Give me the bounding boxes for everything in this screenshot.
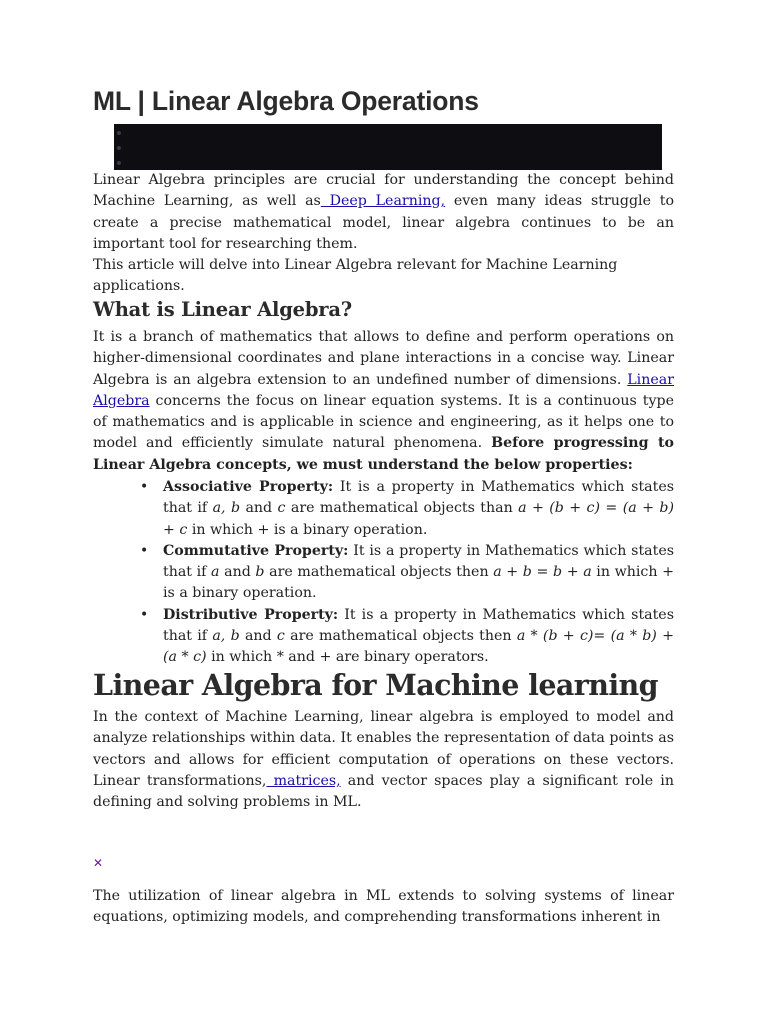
property-name: Associative Property: [163, 479, 334, 495]
embedded-media-bar [114, 124, 662, 170]
section2-continued [93, 886, 674, 929]
properties-list [93, 477, 674, 669]
section-heading-what-is: What is Linear Algebra? [93, 298, 353, 321]
property-var: a, b [212, 500, 241, 517]
page-title: ML | Linear Algebra Operations [93, 86, 479, 116]
property-text: are mathematical objects then [284, 628, 517, 645]
bar-dot [117, 161, 121, 165]
section2-paragraph [93, 707, 674, 813]
list-item-commutative [93, 541, 674, 605]
property-text: It is a property in Mathematics which states that if [163, 479, 674, 517]
section1-text: concerns the focus on linear equation systems. It is a continuous type of mathematics and is applicable in science and engineering, as it helps one to model and efficiently simulate natural phenomena. [93, 392, 674, 452]
property-var: c [277, 500, 286, 517]
property-text: It is a property in Mathematics which states that if [163, 542, 674, 581]
broken-image-icon: ✕ [93, 856, 104, 870]
property-text: is a binary operation. [163, 585, 317, 602]
bullet-icon: • [140, 542, 149, 559]
linear-algebra-link[interactable]: Linear Algebra [93, 371, 674, 409]
intro-text: even many ideas struggle to create a precise mathematical model, linear algebra continues to be an important tool for researching them. [93, 193, 675, 252]
section1-text: It is a branch of mathematics that allows to define and perform operations on higher-dimensional coordinates and plane interactions in a concise way. Linear Algebra is an algebra extension to an undefined number of dimensions. [93, 329, 674, 388]
property-text: is a binary operation. [269, 521, 428, 538]
property-text: are binary operators. [331, 649, 489, 666]
intro-text: Linear Algebra principles are crucial for understanding the concept behind Machine Learning, as well as [93, 172, 674, 210]
section1-bold-text: Before progressing to Linear Algebra concepts, we must understand the below properties: [93, 435, 675, 473]
property-text: are mathematical objects than [285, 500, 519, 517]
property-operator: + [257, 521, 270, 538]
intro-paragraph-1 [93, 170, 674, 255]
section2-paragraph-2: The utilization of linear algebra in ML extends to solving systems of linear equations, optimizing models, and comprehending transformations inherent in [93, 888, 674, 926]
list-item-distributive [93, 605, 674, 669]
property-expression: a * (b + c)= (a * b) + (a * c) [163, 628, 674, 666]
property-expression: a + (b + c) = (a + b) + c [163, 500, 675, 538]
property-operator: * [276, 649, 284, 666]
section2-body [93, 707, 674, 813]
property-operator: + [319, 649, 332, 666]
deep-learning-link[interactable]: Deep Learning, [320, 193, 446, 210]
section2-text: and vector spaces play a significant role in defining and solving problems in ML. [93, 772, 674, 811]
property-name: Distributive Property: [163, 606, 339, 623]
property-text: and [219, 564, 256, 581]
section2-text: In the context of Machine Learning, linear algebra is employed to model and analyze relationships within data. It enables the representation of data points as vectors and allows for efficient computation of operations on these vectors. Linear transformations, [93, 709, 674, 789]
bar-dot [117, 146, 121, 150]
property-text: in which [187, 521, 258, 538]
intro-paragraph-2: This article will delve into Linear Algebra relevant for Machine Learning applications. [93, 257, 618, 295]
property-text: in which [591, 564, 663, 581]
bar-dot [117, 131, 121, 135]
section1-body [93, 327, 674, 476]
property-expression: a + b = b + a [493, 564, 592, 581]
property-var: a, b [212, 628, 240, 645]
property-text: and [239, 628, 277, 645]
property-text: It is a property in Mathematics which states that if [163, 606, 674, 645]
property-text: and [240, 500, 278, 517]
property-name: Commutative Property: [163, 542, 349, 559]
list-item-associative [93, 477, 674, 541]
property-var: b [255, 564, 265, 581]
bullet-icon: • [140, 606, 149, 623]
property-var: a [211, 564, 220, 581]
section1-paragraph [93, 327, 674, 476]
property-text: and [283, 649, 320, 666]
property-operator: + [662, 564, 674, 581]
intro-section [93, 170, 674, 298]
matrices-link[interactable]: matrices, [266, 772, 341, 789]
bullet-icon: • [140, 479, 149, 495]
property-text: are mathematical objects then [264, 564, 494, 581]
property-text: in which [206, 649, 277, 666]
section-heading-ml: Linear Algebra for Machine learning [93, 668, 658, 702]
property-var: c [276, 628, 285, 645]
